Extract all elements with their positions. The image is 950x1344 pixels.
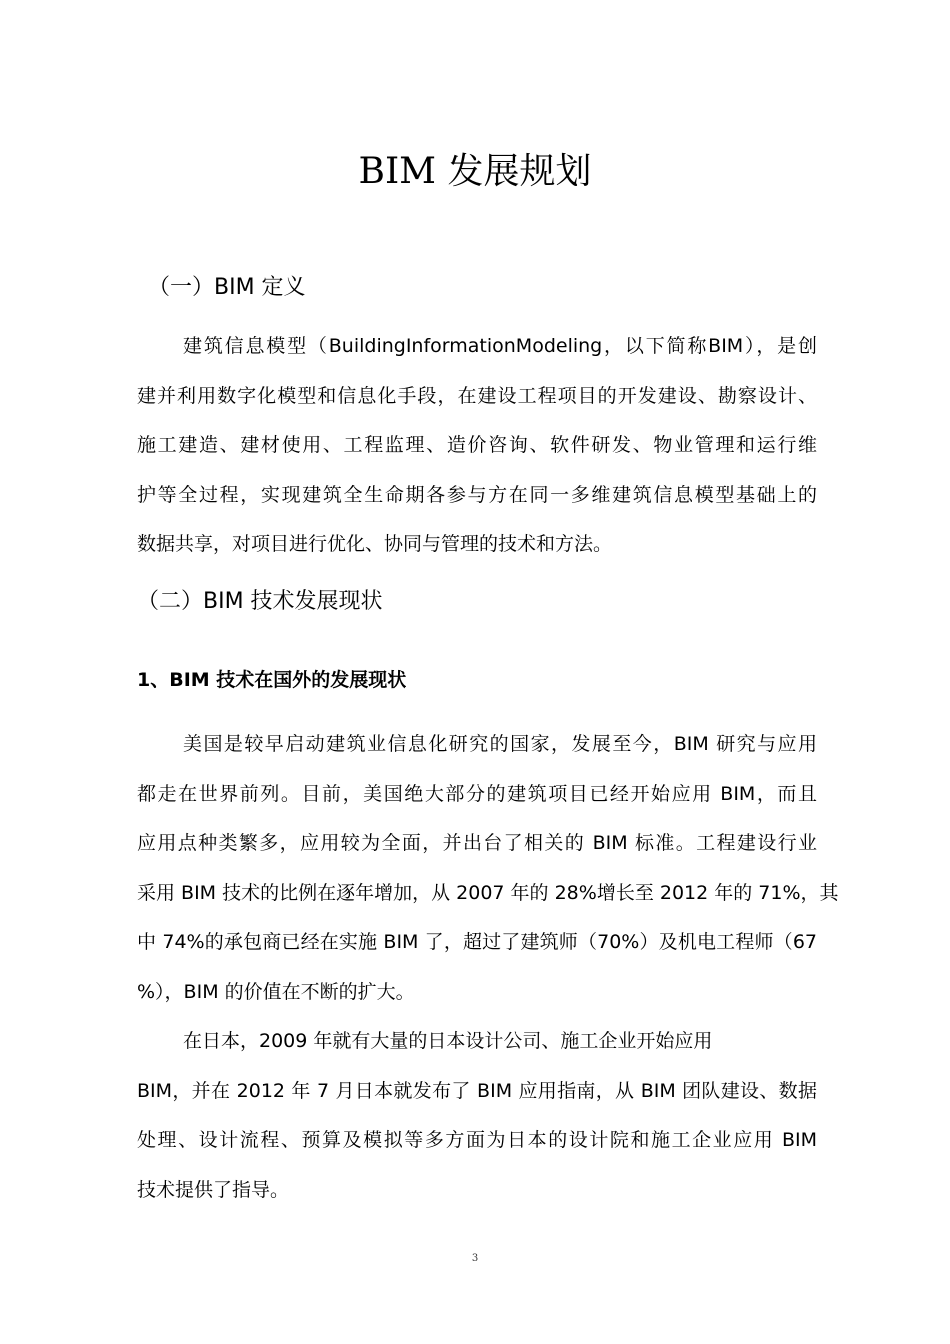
page-number: 3	[471, 1253, 479, 1264]
text-line: 美国是较早启动建筑业信息化研究的国家，发展至今，BIM 研究与应用	[183, 733, 817, 755]
document-title: BIM 发展规划	[358, 151, 592, 192]
text-line: %），BIM 的价值在不断的扩大。	[137, 980, 415, 1003]
section-heading-bim-definition: （一）BIM 定义	[148, 275, 306, 300]
paragraph-usa	[137, 729, 839, 1026]
text-line: 建筑信息模型（BuildingInformationModeling，以下简称BIM），是创	[183, 335, 817, 357]
text-line: 应用点种类繁多，应用较为全面，并出台了相关的 BIM 标准。工程建设行业	[137, 832, 817, 854]
text-line: 建并利用数字化模型和信息化手段，在建设工程项目的开发建设、勘察设计、	[137, 384, 817, 407]
text-line: 中 74%的承包商已经在实施 BIM 了，超过了建筑师（70%）及机电工程师（67	[137, 931, 817, 953]
text-line: 技术提供了指导。	[137, 1178, 290, 1201]
text-line: 数据共享，对项目进行优化、协同与管理的技术和方法。	[137, 533, 613, 555]
text-line: 采用 BIM 技术的比例在逐年增加，从 2007 年的 28%增长至 2012 年的 71%，其	[137, 881, 839, 904]
text-line: BIM，并在 2012 年 7 月日本就发布了 BIM 应用指南，从 BIM 团队建设、数据	[137, 1079, 817, 1102]
text-line: 施工建造、建材使用、工程监理、造价咨询、软件研发、物业管理和运行维	[137, 434, 817, 456]
subsection-heading-abroad: 1、BIM 技术在国外的发展现状	[137, 669, 407, 691]
text-line: 在日本，2009 年就有大量的日本设计公司、施工企业开始应用	[183, 1030, 713, 1052]
text-line: 都走在世界前列。目前，美国绝大部分的建筑项目已经开始应用 BIM，而且	[137, 782, 817, 805]
paragraph-japan	[137, 1026, 817, 1224]
text-line: 处理、设计流程、预算及模拟等多方面为日本的设计院和施工企业应用 BIM	[137, 1129, 817, 1151]
paragraph-bim-definition	[137, 331, 817, 579]
text-line: 护等全过程，实现建筑全生命期各参与方在同一多维建筑信息模型基础上的	[137, 483, 817, 506]
section-heading-bim-status: （二）BIM 技术发展现状	[137, 589, 383, 614]
